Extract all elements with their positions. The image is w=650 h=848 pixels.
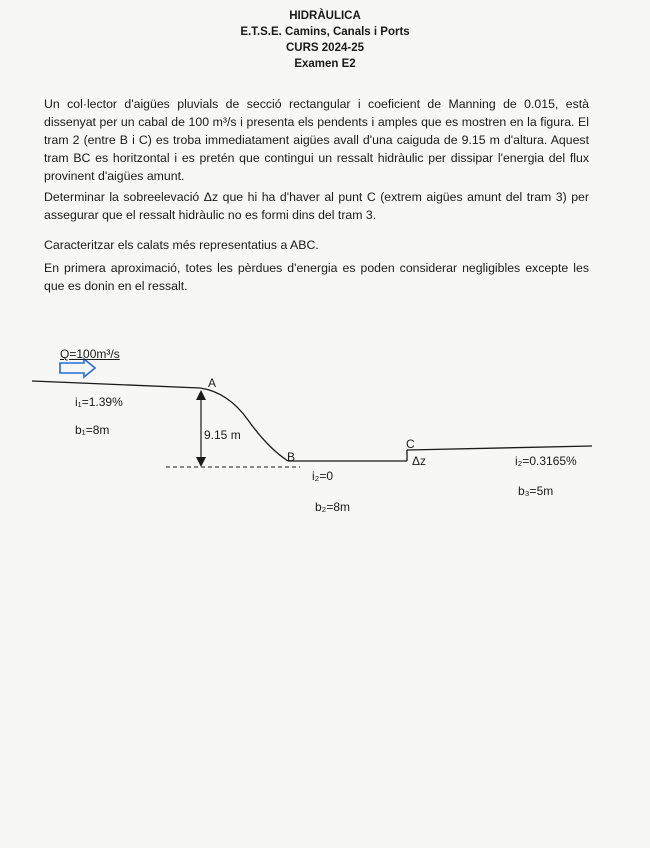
channel-3-profile (407, 446, 592, 450)
question-1: Determinar la sobreelevació Δz que hi ha d'haver al punt C (extrem aigües amunt del tram 3) per assegurar que el ressalt hidràulic no es formi dins del tram 3. (44, 190, 589, 222)
point-a-label: A (208, 376, 217, 390)
arrowhead-bottom-icon (196, 457, 206, 467)
point-c-label: C (406, 437, 415, 451)
course-title: HIDRÀULICA (289, 10, 361, 22)
width-2-label: b₂=8m (315, 500, 351, 514)
width-3-label: b₃=5m (518, 484, 554, 498)
width-1-label: b₁=8m (75, 423, 110, 437)
point-b-label: B (287, 450, 296, 464)
slope-3-label: i₂=0.3165% (515, 454, 577, 468)
course-year: CURS 2024-25 (286, 42, 364, 54)
drop-height-label: 9.15 m (204, 428, 241, 442)
assumption-note: En primera aproximació, totes les pèrdues d'energia es poden considerar negligibles excepte les que es donin en el ressalt. (44, 261, 589, 293)
slope-2-label: i₂=0 (312, 469, 334, 483)
slope-1-label: i₁=1.39% (75, 395, 123, 409)
flow-label: Q=100m³/s (60, 347, 120, 361)
school-name: E.T.S.E. Camins, Canals i Ports (240, 26, 410, 38)
dz-label: Δz (412, 454, 427, 468)
exam-name: Examen E2 (294, 58, 356, 70)
question-2: Caracteritzar els calats més representatius a ABC. (44, 238, 319, 252)
flow-arrow-icon (60, 359, 95, 377)
channel-1-profile (32, 381, 288, 461)
problem-statement: Un col·lector d'aigües pluvials de secció rectangular i coeficient de Manning de 0.015, està dissenyat per un cabal de 100 m³/s i presenta els pendents i amples que es mostren en la figura. El tram 2 (entre B i C) es troba immediatament aigües avall d'una caiguda de 9.15 m d'altura. Aquest tram BC es horitzontal i es pretén que contingui un ressalt hidràulic per dissipar l'energia del flux provinent d'aigües amunt. (44, 97, 589, 183)
exam-header (0, 8, 650, 72)
arrowhead-top-icon (196, 390, 206, 400)
